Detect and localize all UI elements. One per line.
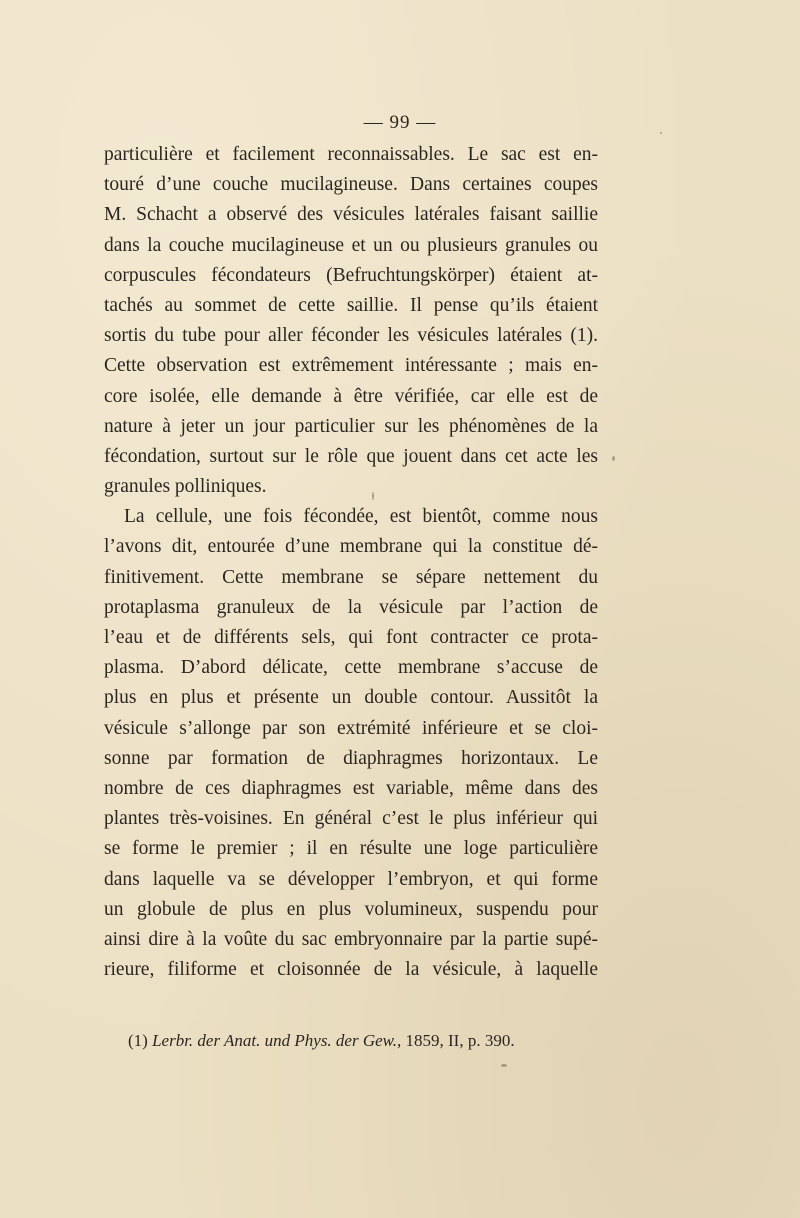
text-line: sonne par formation de diaphragmes horizontaux. Le [104, 747, 598, 769]
text-line: M. Schacht a observé des vésicules latérales faisant saillie [104, 204, 598, 226]
body-text [104, 140, 598, 985]
text-line: granules polliniques. [104, 476, 267, 498]
text-line: touré d’une couche mucilagineuse. Dans certaines coupes [104, 174, 598, 196]
text-line: dans la couche mucilagineuse et un ou plusieurs granules ou [104, 234, 598, 256]
paper-speck [501, 1064, 507, 1067]
text-line: fécondation, surtout sur le rôle que jouent dans cet acte les [104, 445, 598, 467]
page-number: — 99 — [363, 112, 437, 133]
text-line: l’eau et de différents sels, qui font contracter ce prota- [104, 627, 598, 648]
paper-speck [660, 132, 662, 134]
text-line: tachés au sommet de cette saillie. Il pense qu’ils étaient [104, 294, 598, 316]
footnote [128, 1030, 588, 1052]
text-line: core isolée, elle demande à être vérifiée, car elle est de [104, 385, 598, 407]
text-line: protaplasma granuleux de la vésicule par l’action de [104, 596, 598, 618]
paper-speck [372, 492, 374, 500]
text-line: ainsi dire à la voûte du sac embryonnaire par la partie supé- [104, 928, 598, 950]
text-line: Cette observation est extrêmement intéressante ; mais en- [104, 355, 598, 377]
text-line: nombre de ces diaphragmes est variable, même dans des [104, 777, 598, 799]
text-line: l’avons dit, entourée d’une membrane qui la constitue dé- [104, 536, 598, 558]
text-line: plantes très-voisines. En général c’est le plus inférieur qui [104, 808, 598, 830]
text-line: un globule de plus en plus volumineux, suspendu pour [104, 898, 598, 920]
text-line: se forme le premier ; il en résulte une loge particulière [104, 838, 598, 860]
text-line: sortis du tube pour aller féconder les vésicules latérales (1). [104, 325, 598, 347]
text-line: nature à jeter un jour particulier sur les phénomènes de la [104, 415, 598, 437]
text-line: vésicule s’allonge par son extrémité inférieure et se cloi- [104, 717, 598, 739]
text-line: dans laquelle va se développer l’embryon, et qui forme [104, 868, 598, 890]
text-line: La cellule, une fois fécondée, est bientôt, comme nous [124, 506, 598, 528]
text-line: corpuscules fécondateurs (Befruchtungskörper) étaient at- [104, 264, 598, 286]
text-line: plasma. D’abord délicate, cette membrane s’accuse de [104, 657, 598, 679]
text-line: plus en plus et présente un double contour. Aussitôt la [104, 687, 598, 709]
footnote-source: Lerbr. der Anat. und Phys. der Gew., [152, 1031, 402, 1050]
text-line: particulière et facilement reconnaissables. Le sac est en- [104, 144, 598, 165]
text-line: rieure, filiforme et cloisonnée de la vésicule, à laquelle [104, 959, 598, 981]
paper-speck [612, 456, 615, 461]
footnote-marker: (1) [128, 1031, 148, 1050]
text-line: finitivement. Cette membrane se sépare nettement du [104, 566, 598, 588]
footnote-citation: 1859, II, p. 390. [405, 1031, 515, 1050]
